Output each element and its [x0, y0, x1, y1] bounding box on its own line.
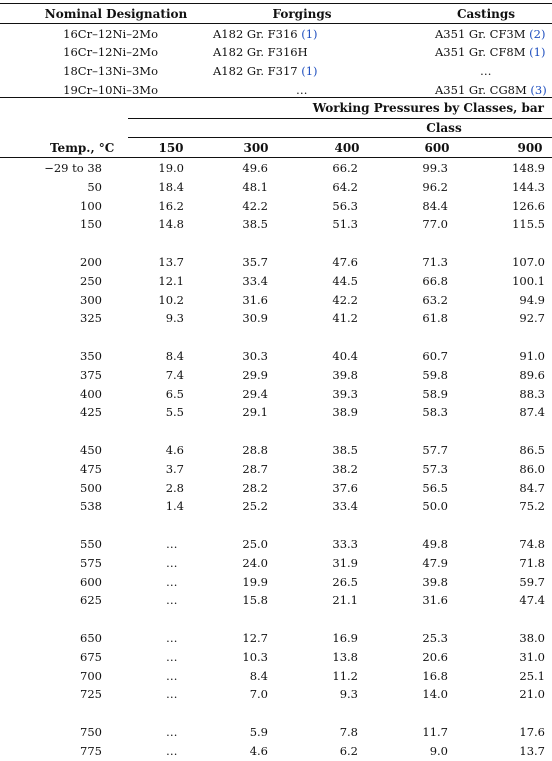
pressure-cell-class-150: 12.1 [158, 273, 184, 288]
pressure-cell-class-300: 29.9 [242, 367, 268, 382]
pressure-cell-class-150: 10.2 [158, 292, 184, 307]
pressure-cell-class-900: 86.0 [519, 461, 545, 476]
pressure-cell-class-900: 59.7 [519, 574, 545, 589]
temperature-cell: 450 [80, 443, 102, 457]
class-300-header: 300 [243, 141, 269, 155]
pressure-cell-class-600: 9.0 [429, 743, 448, 758]
pressure-cell-class-300: 49.6 [242, 161, 268, 175]
pressure-cell-class-900: 84.7 [519, 480, 545, 495]
top-rule [0, 3, 552, 4]
forging-spec [213, 64, 318, 78]
pressure-cell-class-400: 21.1 [332, 593, 358, 608]
class-rule [128, 137, 552, 138]
pressure-cell-class-150: 13.7 [158, 255, 184, 269]
pressure-cell-class-400: 38.2 [332, 461, 358, 476]
pressure-cell-class-900: 47.4 [519, 593, 545, 608]
pressure-cell-class-400: 44.5 [332, 273, 358, 288]
working-pressures-title: Working Pressures by Classes, bar [312, 101, 544, 115]
pressure-cell-class-300: 38.5 [242, 217, 268, 232]
pressure-cell-class-150: 14.8 [158, 217, 184, 232]
pressure-cell-class-300: 25.0 [242, 537, 268, 551]
pressure-cell-class-400: 42.2 [332, 292, 358, 307]
casting-spec [435, 83, 547, 97]
pressure-cell-class-600: 39.8 [422, 574, 448, 589]
pressure-cell-class-300: 33.4 [242, 273, 268, 288]
class-150-header: 150 [158, 141, 184, 155]
pressure-cell-class-300: 29.1 [242, 405, 268, 420]
pressure-cell-class-900: 13.7 [519, 743, 545, 758]
casting-note-ref[interactable]: (3) [530, 83, 547, 97]
pressure-cell-class-900: 31.0 [519, 649, 545, 664]
pressure-cell-class-600: 56.5 [422, 480, 448, 495]
pressure-cell-class-600: 59.8 [422, 367, 448, 382]
nominal-designation: 16Cr–12Ni–2Mo [63, 27, 158, 41]
pressure-cell-class-600: 57.3 [422, 461, 448, 476]
pressure-cell-class-150: … [166, 555, 178, 570]
pressure-cell-class-150: … [166, 687, 178, 702]
pressure-cell-class-150: 5.5 [165, 405, 184, 420]
pressure-cell-class-600: 16.8 [422, 668, 448, 683]
pressure-cell-class-300: 48.1 [242, 179, 268, 194]
pressure-cell-class-150: 19.0 [158, 161, 184, 175]
pressure-cell-class-600: 96.2 [422, 179, 448, 194]
pressure-cell-class-400: 33.3 [332, 537, 358, 551]
forging-spec [213, 27, 318, 41]
forging-spec-text: A182 Gr. F316H [213, 45, 308, 59]
nominal-designation-header: Nominal Designation [44, 7, 188, 21]
temp-header: Temp., °C [50, 141, 115, 155]
casting-note-ref[interactable]: (2) [529, 27, 546, 41]
pressure-cell-class-400: 64.2 [332, 179, 358, 194]
pressure-cell-class-300: 24.0 [242, 555, 268, 570]
casting-spec-text: A351 Gr. CF8M [435, 45, 526, 59]
forging-spec-text: A182 Gr. F316 [213, 27, 298, 41]
temperature-cell: 50 [87, 179, 102, 194]
pressure-cell-class-400: 26.5 [332, 574, 358, 589]
temperature-cell: 750 [80, 725, 102, 739]
pressure-cell-class-150: 6.5 [165, 386, 184, 401]
pressure-cell-class-150: … [166, 537, 178, 551]
temperature-cell: −29 to 38 [44, 161, 102, 175]
pressure-cell-class-300: 8.4 [249, 668, 268, 683]
temperature-cell: 375 [80, 367, 102, 382]
temperature-cell: 425 [80, 405, 102, 420]
materials-bottom-rule [0, 97, 552, 98]
temperature-cell: 550 [80, 537, 102, 551]
pressure-cell-class-600: 31.6 [422, 593, 448, 608]
pressure-cell-class-400: 31.9 [332, 555, 358, 570]
pressure-cell-class-400: 33.4 [332, 499, 358, 514]
casting-spec-text: A351 Gr. CG8M [435, 83, 527, 97]
pressure-cell-class-150: 7.4 [165, 367, 184, 382]
column-header-rule [0, 157, 552, 158]
class-900-header: 900 [517, 141, 543, 155]
temperature-cell: 538 [80, 499, 102, 514]
pressure-cell-class-150: 18.4 [158, 179, 184, 194]
pressure-cell-class-600: 57.7 [422, 443, 448, 457]
pressure-cell-class-300: 28.7 [242, 461, 268, 476]
class-400-header: 400 [334, 141, 360, 155]
casting-spec [435, 45, 545, 59]
pressure-cell-class-400: 39.8 [332, 367, 358, 382]
pressure-cell-class-300: 35.7 [242, 255, 268, 269]
casting-spec [480, 64, 492, 78]
pressure-cell-class-150: … [166, 649, 178, 664]
temperature-cell: 700 [80, 668, 102, 683]
pressure-cell-class-150: … [166, 593, 178, 608]
pressure-cell-class-600: 77.0 [422, 217, 448, 232]
temperature-cell: 725 [80, 687, 102, 702]
pressure-cell-class-900: 21.0 [519, 687, 545, 702]
class-label: Class [426, 121, 462, 135]
pressure-cell-class-900: 88.3 [519, 386, 545, 401]
pressure-cell-class-400: 40.4 [332, 349, 358, 363]
pressure-cell-class-600: 71.3 [422, 255, 448, 269]
forging-note-ref[interactable]: (1) [301, 64, 318, 78]
pressure-cell-class-300: 29.4 [242, 386, 268, 401]
pressure-cell-class-600: 61.8 [422, 311, 448, 326]
nominal-designation: 18Cr–13Ni–3Mo [63, 64, 158, 78]
pressure-cell-class-600: 99.3 [422, 161, 448, 175]
pressure-cell-class-150: 16.2 [158, 198, 184, 213]
temperature-cell: 500 [80, 480, 102, 495]
pressure-cell-class-900: 94.9 [519, 292, 545, 307]
forging-spec [296, 83, 308, 97]
pressure-cell-class-150: … [166, 631, 178, 645]
pressure-cell-class-300: 7.0 [249, 687, 268, 702]
pressure-cell-class-400: 11.2 [332, 668, 358, 683]
pressure-cell-class-900: 25.1 [519, 668, 545, 683]
pressure-cell-class-300: 10.3 [242, 649, 268, 664]
pressure-cell-class-900: 107.0 [512, 255, 545, 269]
pressure-cell-class-400: 6.2 [339, 743, 358, 758]
pressure-cell-class-150: 8.4 [165, 349, 184, 363]
pressure-cell-class-600: 63.2 [422, 292, 448, 307]
pressure-cell-class-400: 7.8 [339, 725, 358, 739]
pressure-cell-class-300: 25.2 [242, 499, 268, 514]
temperature-cell: 350 [80, 349, 102, 363]
pressure-cell-class-900: 74.8 [519, 537, 545, 551]
pressure-cell-class-300: 30.3 [242, 349, 268, 363]
pressure-cell-class-300: 28.2 [242, 480, 268, 495]
pressure-cell-class-900: 126.6 [512, 198, 545, 213]
pressure-cell-class-300: 31.6 [242, 292, 268, 307]
temperature-cell: 575 [80, 555, 102, 570]
temperature-cell: 775 [80, 743, 102, 758]
class-600-header: 600 [424, 141, 450, 155]
casting-spec-text: A351 Gr. CF3M [435, 27, 526, 41]
pressure-cell-class-300: 12.7 [242, 631, 268, 645]
temperature-cell: 325 [80, 311, 102, 326]
pressure-cell-class-400: 56.3 [332, 198, 358, 213]
nominal-designation: 16Cr–12Ni–2Mo [63, 45, 158, 59]
forgings-header: Forgings [272, 7, 332, 21]
pressure-cell-class-900: 144.3 [512, 179, 545, 194]
pressure-cell-class-150: … [166, 743, 178, 758]
pressure-cell-class-400: 38.5 [332, 443, 358, 457]
forging-note-ref[interactable]: (1) [301, 27, 318, 41]
pressure-cell-class-900: 100.1 [512, 273, 545, 288]
forging-spec-text: A182 Gr. F317 [213, 64, 298, 78]
pressure-cell-class-600: 58.3 [422, 405, 448, 420]
pressure-cell-class-900: 148.9 [512, 161, 545, 175]
pressure-cell-class-900: 115.5 [512, 217, 545, 232]
pressure-cell-class-300: 28.8 [242, 443, 268, 457]
pressure-cell-class-900: 89.6 [519, 367, 545, 382]
pressure-cell-class-600: 25.3 [422, 631, 448, 645]
pressure-cell-class-400: 39.3 [332, 386, 358, 401]
pressure-cell-class-600: 60.7 [422, 349, 448, 363]
pressure-cell-class-150: 9.3 [165, 311, 184, 326]
pressure-cell-class-600: 14.0 [422, 687, 448, 702]
pressure-cell-class-400: 51.3 [332, 217, 358, 232]
pressure-cell-class-600: 47.9 [422, 555, 448, 570]
pressure-cell-class-400: 38.9 [332, 405, 358, 420]
forging-spec-text: … [296, 83, 308, 97]
pressure-cell-class-400: 66.2 [332, 161, 358, 175]
pressure-cell-class-150: 1.4 [165, 499, 184, 514]
pressure-cell-class-150: 3.7 [165, 461, 184, 476]
temperature-cell: 675 [80, 649, 102, 664]
pressure-cell-class-900: 92.7 [519, 311, 545, 326]
temperature-cell: 300 [80, 292, 102, 307]
temperature-cell: 625 [80, 593, 102, 608]
temperature-cell: 250 [80, 273, 102, 288]
temperature-cell: 200 [80, 255, 102, 269]
temperature-cell: 650 [80, 631, 102, 645]
pressure-cell-class-900: 38.0 [519, 631, 545, 645]
pressure-cell-class-900: 17.6 [519, 725, 545, 739]
pressure-cell-class-600: 66.8 [422, 273, 448, 288]
pressure-cell-class-300: 42.2 [242, 198, 268, 213]
casting-note-ref[interactable]: (1) [529, 45, 546, 59]
pressure-cell-class-150: 2.8 [165, 480, 184, 495]
pressure-cell-class-400: 41.2 [332, 311, 358, 326]
pressure-cell-class-400: 13.8 [332, 649, 358, 664]
title-rule [128, 118, 552, 119]
pressure-cell-class-300: 19.9 [242, 574, 268, 589]
pressure-cell-class-600: 11.7 [422, 725, 448, 739]
casting-spec-text: … [480, 64, 492, 78]
pressure-cell-class-300: 5.9 [249, 725, 268, 739]
pressure-cell-class-900: 87.4 [519, 405, 545, 420]
pressure-cell-class-150: … [166, 668, 178, 683]
pressure-cell-class-150: … [166, 574, 178, 589]
temperature-cell: 150 [80, 217, 102, 232]
pressure-cell-class-900: 71.8 [519, 555, 545, 570]
temperature-cell: 600 [80, 574, 102, 589]
pressure-cell-class-600: 58.9 [422, 386, 448, 401]
temperature-cell: 100 [80, 198, 102, 213]
casting-spec [435, 27, 545, 41]
temperature-cell: 475 [80, 461, 102, 476]
pressure-cell-class-400: 9.3 [339, 687, 358, 702]
nominal-designation: 19Cr–10Ni–3Mo [63, 83, 158, 97]
pressure-cell-class-300: 4.6 [249, 743, 268, 758]
castings-header: Castings [456, 7, 516, 21]
pressure-cell-class-900: 91.0 [519, 349, 545, 363]
pressure-cell-class-900: 75.2 [519, 499, 545, 514]
forging-spec [213, 45, 308, 59]
pressure-cell-class-900: 86.5 [519, 443, 545, 457]
pressure-cell-class-600: 20.6 [422, 649, 448, 664]
pressure-cell-class-300: 30.9 [242, 311, 268, 326]
pressure-cell-class-600: 84.4 [422, 198, 448, 213]
pressure-cell-class-150: … [166, 725, 178, 739]
pressure-cell-class-400: 47.6 [332, 255, 358, 269]
pressure-cell-class-600: 50.0 [422, 499, 448, 514]
pressure-cell-class-400: 37.6 [332, 480, 358, 495]
pressure-cell-class-150: 4.6 [165, 443, 184, 457]
pressure-cell-class-600: 49.8 [422, 537, 448, 551]
pressure-cell-class-300: 15.8 [242, 593, 268, 608]
pressure-cell-class-400: 16.9 [332, 631, 358, 645]
header-rule [0, 23, 552, 24]
temperature-cell: 400 [80, 386, 102, 401]
